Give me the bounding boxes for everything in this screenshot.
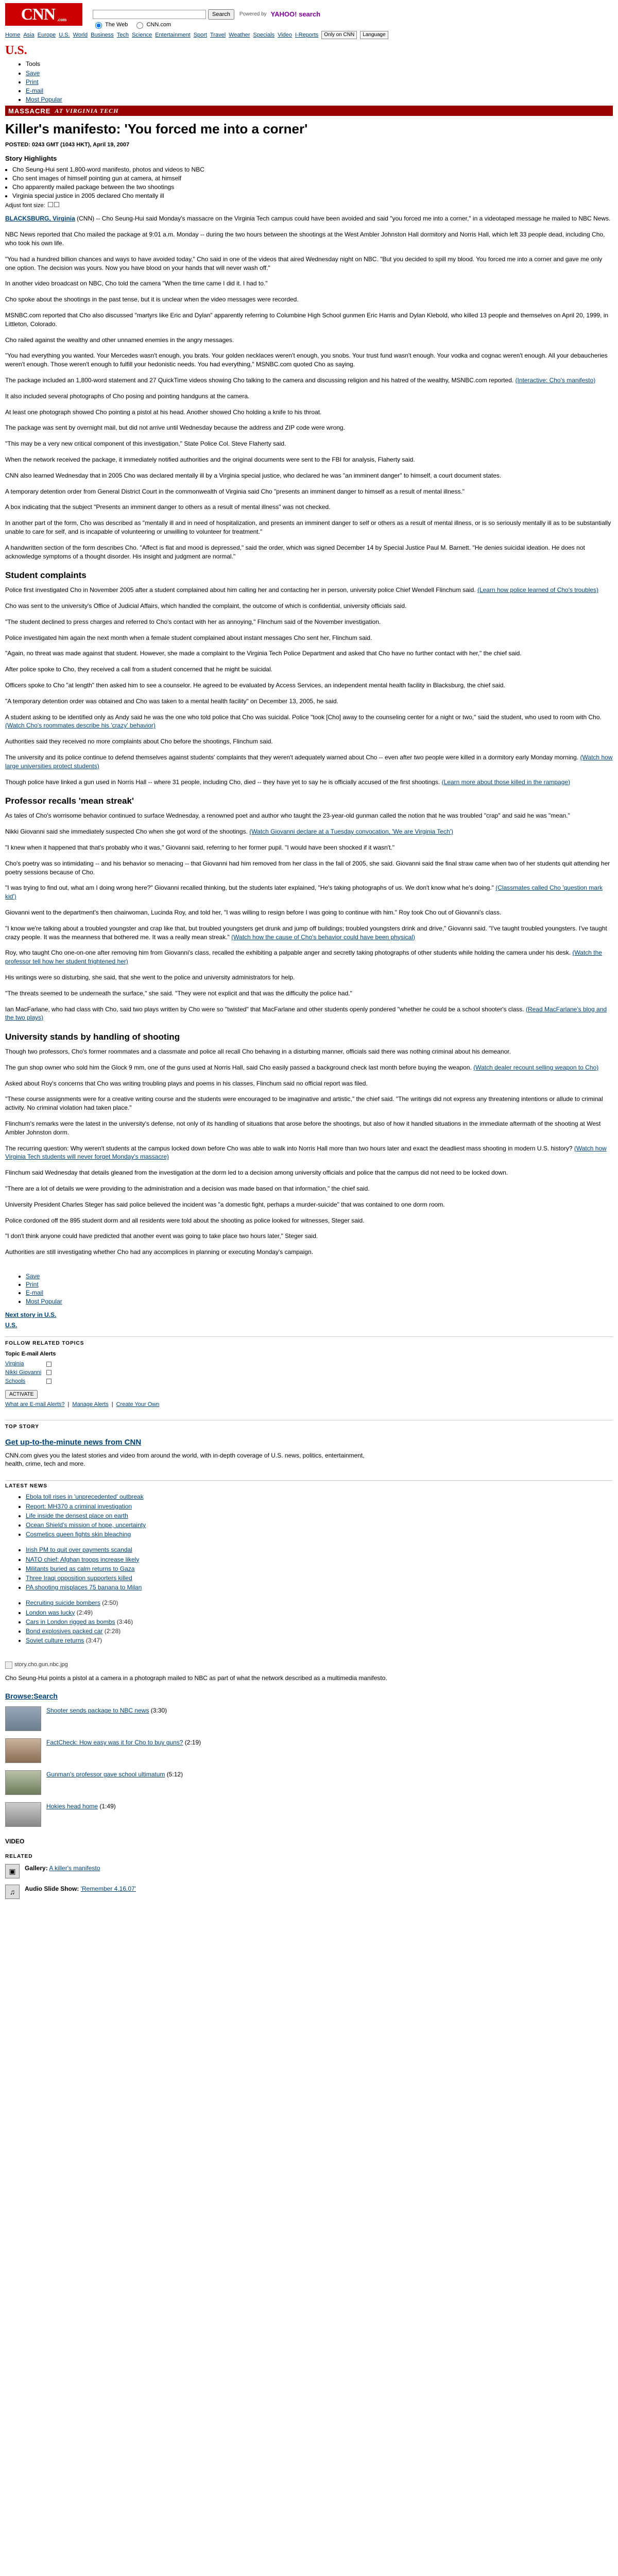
alerts-info-link[interactable]: What are E-mail Alerts?	[5, 1401, 65, 1408]
latest-news	[5, 1480, 613, 1645]
paragraph-text: Ian MacFarlane, who had class with Cho, said two plays written by Cho were so "twisted" that MacFarlane and other students openly pondered "whether he could be a school shooter's class.	[5, 1005, 524, 1013]
paragraph-text: Police first investigated Cho in November 2005 after a student complained about him calling her and contacting her in person, university police Chief Wendell Flinchum said.	[5, 586, 476, 594]
media-link[interactable]: A killer's manifesto	[49, 1865, 100, 1872]
footer-print-link[interactable]: Print	[26, 1281, 39, 1289]
browse-item[interactable]	[5, 1738, 613, 1763]
highlight-item: • Cho Seung-Hui sent 1,800-word manifesto, photos and videos to NBC	[12, 165, 613, 174]
roommates-link[interactable]: (Watch Cho's roommates describe his 'crazy' behavior)	[5, 722, 156, 730]
manifesto-link[interactable]: (Interactive: Cho's manifesto)	[515, 376, 596, 384]
massacre-banner[interactable]	[5, 106, 613, 116]
getup-link[interactable]: Get up-to-the-minute news from CNN	[5, 1438, 142, 1447]
browse-title[interactable]: Browse:Search	[5, 1692, 58, 1701]
video-item[interactable]: London was lucky	[26, 1608, 75, 1616]
radio-web-label: The Web	[105, 21, 128, 28]
powered-by-label: Powered by	[239, 11, 267, 18]
video-duration: (3:46)	[116, 1618, 133, 1625]
print-link[interactable]: Print	[26, 78, 39, 86]
behavior-link[interactable]: (Watch how the cause of Cho's behavior could have been physical)	[231, 933, 415, 941]
story-paragraph: Authorities are still investigating whether Cho had any accomplices in planning or executing Monday's campaign.	[5, 1248, 313, 1256]
highlight-item: • Cho apparently mailed package between the two shootings	[12, 183, 613, 191]
topic-link[interactable]: Schools	[5, 1378, 26, 1385]
story-paragraph: Cho was sent to the university's Office of Judicial Affairs, which handled the complaint, the outcome of which is confidential, university officials said.	[5, 602, 407, 610]
story-paragraph: NBC News reported that Cho mailed the package at 9:01 a.m. Monday -- during the two hours between the shootings at the West Ambler Johnston Hall dormitory and Norris Hall, which left 33 people dead, including Cho, who took his own life.	[5, 231, 605, 247]
story-paragraph: His writings were so disturbing, she said, that she went to the police and university administrators for help.	[5, 973, 295, 981]
banner-sub: AT VIRGINIA TECH	[55, 107, 119, 115]
paragraph-text: The recurring question: Why weren't students at the campus locked down before Cho was able to walk into Norris Hall more than two hours later and exact the deadliest mass shooting in modern U.S. history?	[5, 1144, 573, 1152]
topic-checkbox[interactable]	[46, 1379, 52, 1384]
story-paragraph: Officers spoke to Cho "at length" then asked him to see a counselor. He agreed to be evaluated by Access Services, an independent mental health facility in Blacksburg, the chief said.	[5, 682, 505, 689]
story-paragraph	[5, 713, 613, 731]
video-duration: (1:49)	[99, 1803, 116, 1810]
getup-description: CNN.com gives you the latest stories and video from around the world, with in-depth coverage of U.S. news, politics, entertainment, health, crime, tech and more.	[5, 1451, 365, 1467]
topic-checkbox[interactable]	[46, 1370, 52, 1375]
subhead-handling: University stands by handling of shooting	[5, 1032, 180, 1042]
subhead-complaints: Student complaints	[5, 570, 87, 581]
story-paragraph: CNN also learned Wednesday that in 2005 Cho was declared mentally ill by a Virginia special justice, who declared he was "an imminent danger" to himself, a court document states.	[5, 471, 502, 479]
posted-date: POSTED: 0243 GMT (1043 HKT), April 19, 2007	[5, 142, 130, 148]
story-paragraph: Though two professors, Cho's former roommates and a classmate and police all recall Cho behaving in a disturbing manner, officials said there was nothing criminal about his demeanor.	[5, 1048, 511, 1056]
nav-asia[interactable]: Asia	[23, 31, 35, 38]
topic-row	[5, 1360, 57, 1368]
video-item[interactable]: Recruiting suicide bombers	[26, 1599, 100, 1607]
story-paragraph	[5, 255, 613, 273]
logo-sub: .com	[57, 16, 67, 22]
troubles-link[interactable]: (Learn how police learned of Cho's troubles)	[477, 586, 599, 594]
nav-video[interactable]: Video	[278, 31, 293, 38]
tools-heading: • Tools	[26, 60, 613, 68]
story-paragraph: Cho spoke about the shootings in the past tense, but it is unclear when the video messages were recorded.	[5, 296, 299, 303]
topic-row	[5, 1377, 57, 1386]
story-paragraph: "This may be a very new critical component of this investigation," State Police Col. Steve Flaherty said.	[5, 440, 286, 448]
story-paragraph: In another video broadcast on NBC, Cho told the camera "When the time came I did it. I had to."	[5, 280, 268, 287]
cnn-logo[interactable]	[5, 3, 82, 26]
paragraph-text: The gun shop owner who sold him the Glock 9 mm, one of the guns used at Norris Hall, said Cho easily passed a background check last month before buying the weapon.	[5, 1063, 472, 1071]
story-paragraph: Police investigated him again the next month when a female student complained about instant messages Cho sent her, Flinchum said.	[5, 634, 372, 641]
related-header: RELATED	[5, 1853, 33, 1859]
killed-link[interactable]: (Learn more about those killed in the rampage)	[441, 778, 571, 786]
dateline-link[interactable]: BLACKSBURG, Virginia	[5, 215, 75, 223]
story-paragraph: "These course assignments were for a creative writing course and the students were encouraged to be imaginative and artistic," the chief said. "The writings did not express any threatening intentions or allude to criminal activity. No criminal violation had taken place."	[5, 1095, 603, 1112]
video-thumbnail[interactable]	[5, 1738, 41, 1763]
story-paragraph: It also included several photographs of Cho posing and pointing handguns at the camera.	[5, 392, 250, 400]
latest-item[interactable]: NATO chief: Afghan troops increase likely	[26, 1555, 140, 1563]
gallery-icon: ▣	[5, 1864, 20, 1878]
nav-weather[interactable]: Weather	[229, 31, 250, 38]
video-item[interactable]: Bond explosives packed car	[26, 1627, 103, 1635]
story-paragraph	[5, 827, 613, 836]
protect-link[interactable]: (Watch how large universities protect students)	[5, 754, 613, 770]
story-paragraph: "Again, no threat was made against that student. However, she made a complaint to the Virginia Tech Police Department and asked that Cho have no further contact with her," the chief said.	[5, 650, 522, 657]
topic-link[interactable]: Nikki Giovanni	[5, 1369, 42, 1376]
never-forget-link[interactable]: (Watch how Virginia Tech students will never forget Monday's massacre)	[5, 1144, 607, 1161]
paragraph-text: The package included an 1,800-word statement and 27 QuickTime videos showing Cho talking to the camera and discussing religion and his hatred of the wealthy, MSNBC.com reported.	[5, 376, 514, 384]
font-size-label: Adjust font size:	[5, 202, 45, 209]
footer-most-popular-link[interactable]: Most Popular	[26, 1297, 62, 1305]
story-paragraph: In another part of the form, Cho was described as "mentally ill and in need of hospitalization, and presents an imminent danger to self or others as a result of mental illness, or is so seriously mentally ill as to be substantially unable to care for self, and is incapable of volunteering or unwilling to volunteer for treatment."	[5, 519, 611, 535]
media-item[interactable]	[5, 1885, 613, 1899]
latest-item[interactable]: Report: MH370 a criminal investigation	[26, 1502, 132, 1510]
professor-watch-link[interactable]: (Watch the professor tell how her student frightened her)	[5, 949, 602, 965]
story-photo	[5, 1661, 68, 1669]
nav-ireports[interactable]: I-Reports	[295, 31, 319, 38]
activate-button[interactable]: ACTIVATE	[5, 1390, 38, 1399]
video-duration: (3:47)	[85, 1637, 102, 1645]
browse-link[interactable]: FactCheck: How easy was it for Cho to buy guns?	[46, 1739, 183, 1747]
paragraph-text: Nikki Giovanni said she immediately suspected Cho when she got word of the shootings.	[5, 828, 248, 836]
story-paragraph	[5, 884, 613, 901]
video-item[interactable]: Cars in London rigged as bombs	[26, 1618, 115, 1625]
topic-checkbox[interactable]	[46, 1362, 52, 1367]
story-paragraph	[5, 586, 613, 595]
story-paragraph: "There are a lot of details we were providing to the administration and a decision was made based on that information," the chief said.	[5, 1185, 370, 1193]
create-alert-link[interactable]: Create Your Own	[116, 1401, 160, 1408]
edition-select[interactable]: Only on CNN	[321, 31, 357, 39]
story-paragraph	[5, 214, 613, 223]
browse-link[interactable]: Gunman's professor gave school ultimatum	[46, 1771, 165, 1778]
subhead-professor: Professor recalls 'mean streak'	[5, 796, 134, 806]
tools-list	[5, 60, 613, 104]
story-paragraph: After police spoke to Cho, they received a call from a student concerned that he might be suicidal.	[5, 666, 272, 673]
story-paragraph	[5, 778, 613, 787]
paragraph-text: "You had a hundred billion chances and ways to have avoided today," Cho said in one of the videos that aired Wednesday night on NBC. "But you decided to spill my blood. You forced me into a corner and gave me only one option. The decision was yours. Now you have blood on your hands that will never wash off."	[5, 255, 603, 272]
video-header: VIDEO	[5, 1838, 25, 1845]
story-paragraph: Giovanni went to the department's then chairwoman, Lucinda Roy, and told her, "I was willing to resign before I was going to continue with him." Roy took Cho out of Giovanni's class.	[5, 908, 502, 916]
main-nav	[5, 31, 613, 39]
nav-travel[interactable]: Travel	[210, 31, 226, 38]
story-paragraph: Flinchum's remarks were the latest in the university's defense, not only of its handling of situations that arose before the shootings, but also of how it handled situations in the immediate aftermath of the shooting at West Ambler Johnston dorm.	[5, 1120, 601, 1136]
classmates-link[interactable]: (Classmates called Cho 'question mark kid')	[5, 884, 603, 901]
story-paragraph	[5, 1144, 613, 1162]
video-thumbnail[interactable]	[5, 1802, 41, 1827]
media-link[interactable]: 'Remember 4.16.07'	[80, 1885, 136, 1893]
font-decrease-button[interactable]	[48, 202, 53, 207]
story-paragraph: As tales of Cho's worrisome behavior continued to surface Wednesday, a renowned poet and author who taught the 23-year-old gunman called the notion that he was troubled "crap" and said he was "mean."	[5, 812, 570, 820]
nav-europe[interactable]: Europe	[37, 31, 56, 38]
video-duration: (5:12)	[166, 1771, 183, 1778]
nav-tech[interactable]: Tech	[116, 31, 129, 38]
yahoo-search-logo: YAHOO! search	[270, 10, 321, 19]
photo-alt-text: story.cho.gun.nbc.jpg	[14, 1662, 68, 1668]
nav-home[interactable]: Home	[5, 31, 21, 38]
topic-link[interactable]: Virginia	[5, 1361, 24, 1367]
save-link[interactable]: Save	[26, 69, 40, 77]
story-paragraph: "You had everything you wanted. Your Mercedes wasn't enough, you brats. Your golden necklaces weren't enough, you snobs. Your trust fund wasn't enough. Your vodka and cognac weren't enough. All your debaucheries weren't enough. Those weren't enough to fulfill your hedonistic needs. You had everything," MSNBC.com quoted Cho as saying.	[5, 352, 608, 368]
story-paragraph: "A temporary detention order was obtained and Cho was taken to a mental health facility" on December 13, 2005, he said.	[5, 697, 338, 705]
highlights-title: Story Highlights	[5, 155, 57, 163]
top-story-header: TOP STORY	[5, 1420, 613, 1431]
gunshop-link[interactable]: (Watch dealer recount selling weapon to Cho)	[473, 1063, 599, 1071]
font-increase-button[interactable]	[54, 202, 59, 207]
story-paragraph	[5, 376, 613, 385]
most-popular-link[interactable]: Most Popular	[26, 96, 62, 104]
story-paragraph: When the network received the package, it immediately notified authorities and the original documents were sent to the FBI for analysis, Flaherty said.	[5, 455, 415, 463]
media-type: Gallery:	[25, 1865, 48, 1872]
story-paragraph: Authorities said they received no more complaints about Cho before the shootings, Flinchum said.	[5, 738, 273, 745]
browse-item[interactable]	[5, 1802, 613, 1827]
section-title: U.S.	[5, 44, 27, 57]
video-duration: (3:30)	[150, 1707, 167, 1715]
search-bar	[93, 9, 320, 20]
paragraph-text: Roy, who taught Cho one-on-one after removing him from Giovanni's class, recalled the exhibiting a palpable anger and secretly taking photographs of other students while holding the camera under his desk.	[5, 949, 571, 957]
story-paragraph: "The threats seemed to be underneath the surface," she said. "They were not explicit and that was the difficulty the police had."	[5, 989, 352, 997]
latest-item[interactable]: Ebola toll rises in 'unprecedented' outbreak	[26, 1493, 144, 1501]
search-button[interactable]: Search	[208, 9, 234, 20]
radio-web[interactable]	[93, 21, 128, 29]
media-type: Audio Slide Show:	[25, 1885, 79, 1893]
paragraph-text: The university and its police continue to defend themselves against students' complaints that they weren't adequately warned about Cho -- even after two people were killed in a dormitory early Monday morning.	[5, 754, 579, 761]
radio-cnn-input[interactable]	[136, 22, 143, 29]
footer-email-link[interactable]: E-mail	[26, 1289, 44, 1297]
story-paragraph: "The student declined to press charges and referred to Cho's contact with her as annoying," Flinchum said of the November investigation.	[5, 618, 381, 625]
latest-item[interactable]: Life inside the densest place on earth	[26, 1512, 128, 1519]
radio-web-input[interactable]	[95, 22, 102, 29]
video-thumbnail[interactable]	[5, 1770, 41, 1795]
follow-header: FOLLOW RELATED TOPICS	[5, 1341, 84, 1347]
banner-label: MASSACRE	[8, 107, 51, 115]
getup-title[interactable]	[5, 1437, 613, 1448]
plays-link[interactable]: (Read MacFarlane's blog and the two plays)	[5, 1005, 607, 1022]
video-duration: (2:19)	[184, 1739, 201, 1747]
next-story-link[interactable]: Next story in U.S.	[5, 1311, 57, 1318]
paragraph-text: "I know we're talking about a troubled youngster and crap like that, but troubled youngsters get drunk and jump off buildings; troubled youngsters drink and drive," Giovanni said. "I've taught troubled youngsters. I've taught crazy people. It was the meanness that bothered me. It was a really mean streak."	[5, 924, 607, 941]
browse-link[interactable]: Shooter sends package to NBC news	[46, 1707, 149, 1715]
story-paragraph	[5, 924, 613, 942]
story-paragraph: Cho railed against the wealthy and other unnamed enemies in the angry messages.	[5, 336, 234, 344]
story-paragraph	[5, 948, 613, 966]
headline: Killer's manifesto: 'You forced me into a corner'	[5, 121, 308, 137]
nav-sport[interactable]: Sport	[193, 31, 207, 38]
video-item[interactable]: Soviet culture returns	[26, 1637, 84, 1645]
us-link[interactable]: U.S.	[5, 1321, 18, 1329]
search-scope	[93, 21, 320, 29]
story-paragraph: Asked about Roy's concerns that Cho was writing troubling plays and poems in his classes, Flinchum said no official report was filed.	[5, 1079, 368, 1087]
story-paragraph: At least one photograph showed Cho pointing a pistol at his head. Another showed Cho holding a knife to his throat.	[5, 408, 322, 416]
latest-item[interactable]: Militants buried as calm returns to Gaza	[26, 1565, 135, 1572]
story-paragraph: MSNBC.com reported that Cho also discussed "martyrs like Eric and Dylan" apparently referring to Columbine High School gunmen Eric Harris and Dylan Klebold, who killed 13 people and themselves on April 20, 1999, in Littleton, Colorado.	[5, 311, 609, 328]
story-paragraph: University President Charles Steger has said police believed the incident was "a domestic fight, perhaps a murder-suicide" that was contained to one dorm room.	[5, 1200, 445, 1208]
browse-item[interactable]	[5, 1706, 613, 1731]
highlight-item: • Virginia special justice in 2005 declared Cho mentally ill	[12, 192, 613, 200]
nav-world[interactable]: World	[73, 31, 88, 38]
story-paragraph	[5, 1063, 613, 1072]
nav-business[interactable]: Business	[91, 31, 114, 38]
latest-item[interactable]: Three Iraqi opposition supporters killed	[26, 1574, 132, 1582]
story-paragraph	[5, 753, 613, 771]
highlight-item: • Cho sent images of himself pointing gun at camera, at himself	[12, 174, 613, 182]
story-paragraph: "I knew when it happened that that's probably who it was," Giovanni said, referring to her former pupil. "I would have been shocked if it wasn't."	[5, 843, 395, 851]
article-body	[5, 214, 613, 1257]
story-highlights	[5, 154, 613, 200]
topic-alerts-title: Topic E-mail Alerts	[5, 1350, 56, 1357]
article-footer-tools	[5, 1272, 613, 1329]
photo-caption: Cho Seung-Hui points a pistol at a camera in a photograph mailed to NBC as part of what the network described as a multimedia manifesto.	[5, 1674, 387, 1682]
broken-image-icon	[5, 1662, 12, 1669]
story-paragraph: Cho's poetry was so intimidating -- and his behavior so menacing -- that Giovanni had him removed from her class in the fall of 2005, she said. Giovanni said the final straw came when two of her students quit attending her poetry sessions because of Cho.	[5, 859, 610, 876]
logo-text: CNN	[21, 5, 56, 24]
language-select[interactable]: Language	[360, 31, 388, 39]
footer-save-link[interactable]: Save	[26, 1273, 40, 1280]
paragraph-text: (CNN) -- Cho Seung-Hui said Monday's massacre on the Virginia Tech campus could have been avoided and said "you forced me into a corner," in a videotaped message he mailed to NBC News.	[77, 215, 611, 223]
media-item[interactable]	[5, 1864, 613, 1878]
radio-cnn[interactable]	[134, 21, 171, 29]
email-link[interactable]: E-mail	[26, 87, 44, 94]
paragraph-text: A student asking to be identified only as Andy said he was the one who told police that Cho was suicidal. Police "took [Cho] away to the counseling center for a night or two," said the student, who used to room with Cho.	[5, 713, 602, 721]
video-duration: (2:49)	[76, 1608, 93, 1616]
story-paragraph: Flinchum said Wednesday that details gleaned from the investigation at the dorm led to a decision among university officials and police that the campus did not need to be locked down.	[5, 1169, 508, 1177]
story-paragraph	[5, 1005, 613, 1023]
convocation-link[interactable]: (Watch Giovanni declare at a Tuesday convocation, 'We are Virginia Tech')	[249, 828, 453, 836]
site-header	[5, 0, 613, 29]
radio-cnn-label: CNN.com	[146, 21, 171, 28]
follow-topics: FOLLOW RELATED TOPICS Topic E-mail Alerts Virginia Nikki Giovanni Schools ACTIVATE What are E-mail Alerts? | Manage Alerts | Create Your Own	[5, 1336, 613, 1409]
latest-item[interactable]: PA shooting misplaces 75 banana to Milan	[26, 1584, 142, 1591]
latest-item[interactable]: Irish PM to quit over payments scandal	[26, 1546, 132, 1554]
latest-item[interactable]: Cosmetics queen fights skin bleaching	[26, 1531, 131, 1538]
latest-item[interactable]: Ocean Shield's mission of hope, uncertainty	[26, 1521, 146, 1529]
nav-us[interactable]: U.S.	[59, 31, 70, 38]
nav-entertainment[interactable]: Entertainment	[155, 31, 191, 38]
story-paragraph: "I don't think anyone could have predicted that another event was going to take place two hours later," Steger said.	[5, 1232, 318, 1240]
manage-alerts-link[interactable]: Manage Alerts	[72, 1401, 109, 1408]
story-paragraph: A handwritten section of the form describes Cho. "Affect is flat and mood is depressed," said the order, which was signed December 14 by Special Justice Paul M. Barnett. "He denies suicidal ideation. He does not acknowledge symptoms of a thought disorder. His insight and judgment are normal."	[5, 544, 585, 560]
topic-row	[5, 1368, 57, 1377]
browse-link[interactable]: Hokies head home	[46, 1803, 98, 1810]
paragraph-text: "I was trying to find out, what am I doing wrong here?" Giovanni recalled thinking, but the students later explained, "He's taking photographs of us. We don't know what he's doing."	[5, 884, 494, 892]
paragraph-text: Though police have linked a gun used in Norris Hall -- where 31 people, including Cho, died -- they have yet to say he is officially accused of the first shootings.	[5, 778, 440, 786]
latest-header: LATEST NEWS	[5, 1480, 613, 1490]
nav-science[interactable]: Science	[132, 31, 152, 38]
font-size-control	[5, 202, 613, 210]
browse-item[interactable]	[5, 1770, 613, 1795]
video-duration: (2:28)	[104, 1627, 121, 1635]
search-input[interactable]	[93, 10, 206, 19]
story-paragraph: A box indicating that the subject "Presents an imminent danger to others as a result of mental illness" was not checked.	[5, 503, 331, 511]
topic-table	[5, 1360, 57, 1386]
story-paragraph: A temporary detention order from General District Court in the commonwealth of Virginia said Cho "presents an imminent danger to himself as a result of mental illness."	[5, 487, 465, 495]
audio-icon: ♫	[5, 1885, 20, 1899]
browse-section	[5, 1691, 613, 1827]
video-thumbnail[interactable]	[5, 1706, 41, 1731]
nav-specials[interactable]: Specials	[253, 31, 275, 38]
story-paragraph: Police cordoned off the 895 student dorm and all residents were told about the shooting as police looked for witnesses, Steger said.	[5, 1216, 365, 1224]
video-duration: (2:50)	[102, 1599, 118, 1607]
story-paragraph: The package was sent by overnight mail, but did not arrive until Wednesday because the address and ZIP code were wrong.	[5, 424, 345, 432]
